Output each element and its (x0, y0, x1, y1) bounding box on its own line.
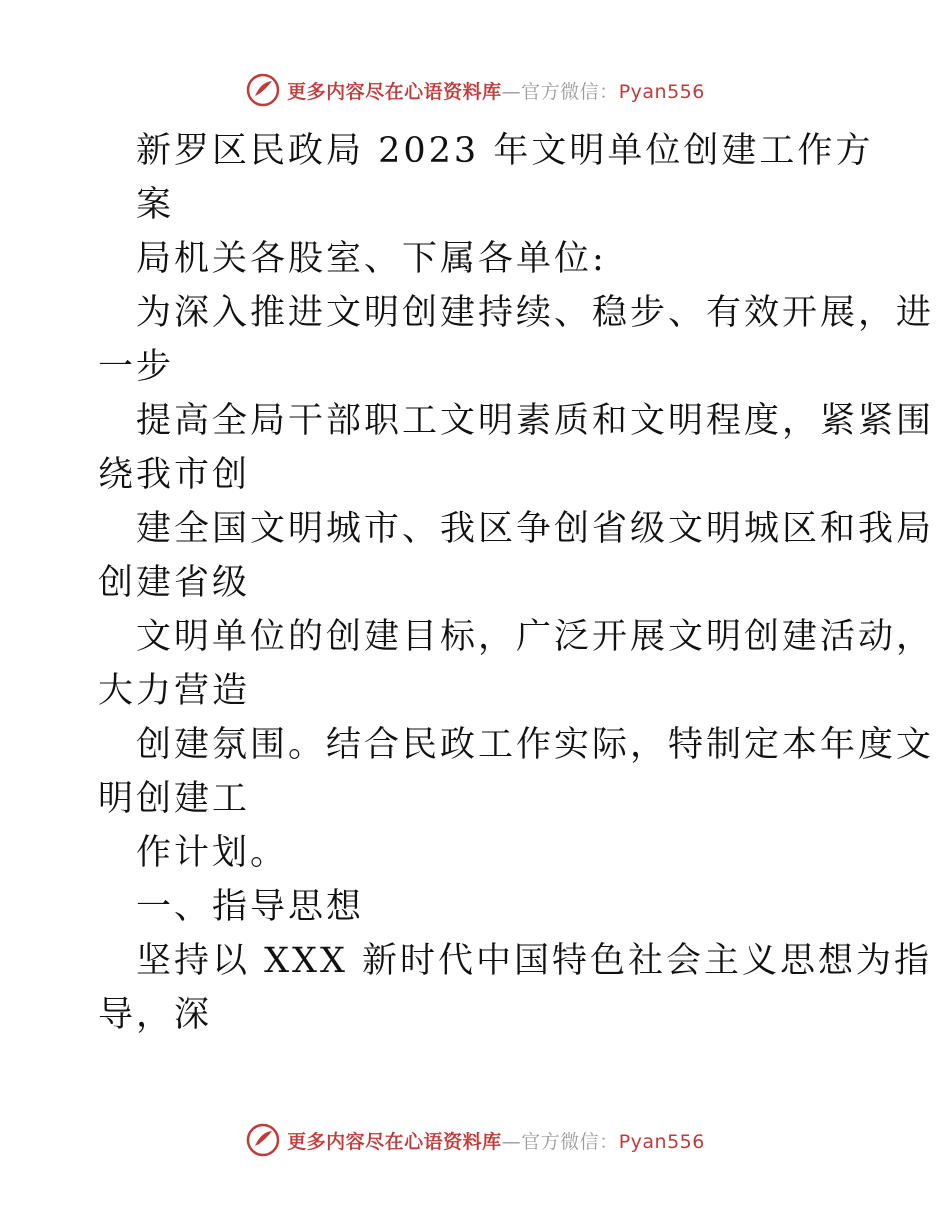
seal-logo-icon (245, 72, 281, 108)
header-banner (0, 70, 950, 110)
banner-text (287, 1127, 705, 1154)
document-body (98, 124, 935, 1042)
doc-line: 一步 (98, 347, 175, 387)
doc-line: 文明单位的创建目标，广泛开展文明创建活动， (136, 617, 935, 657)
footer-banner (0, 1120, 950, 1160)
doc-line: 创建氛围。结合民政工作实际，特制定本年度文 (136, 725, 935, 765)
doc-line: 提高全局干部职工文明素质和文明程度，紧紧围 (136, 401, 935, 441)
doc-line: 绕我市创 (98, 455, 251, 495)
doc-title-line-1: 新罗区民政局 2023 年文明单位创建工作方 (136, 131, 874, 171)
section-heading: 一、指导思想 (136, 887, 365, 927)
doc-line: 导，深 (98, 995, 213, 1035)
doc-line: 创建省级 (98, 563, 251, 603)
doc-line: 建全国文明城市、我区争创省级文明城区和我局 (136, 509, 935, 549)
banner-text (287, 77, 705, 104)
doc-line: 为深入推进文明创建持续、稳步、有效开展，进 (136, 293, 935, 333)
seal-logo-icon (245, 1122, 281, 1158)
doc-salutation: 局机关各股室、下属各单位: (136, 239, 607, 279)
doc-title-line-2: 案 (136, 185, 175, 225)
banner-account: Pyan556 (618, 80, 705, 103)
doc-line: 明创建工 (98, 779, 251, 819)
doc-line: 坚持以 XXX 新时代中国特色社会主义思想为指 (136, 941, 933, 981)
banner-wechat-label: —官方微信： (501, 1130, 619, 1153)
banner-account: Pyan556 (618, 1130, 705, 1153)
doc-line: 作计划。 (136, 833, 289, 873)
banner-title: 更多内容尽在心语资料库 (287, 80, 502, 103)
banner-title: 更多内容尽在心语资料库 (287, 1130, 502, 1153)
banner-wechat-label: —官方微信： (501, 80, 619, 103)
doc-line: 大力营造 (98, 671, 251, 711)
